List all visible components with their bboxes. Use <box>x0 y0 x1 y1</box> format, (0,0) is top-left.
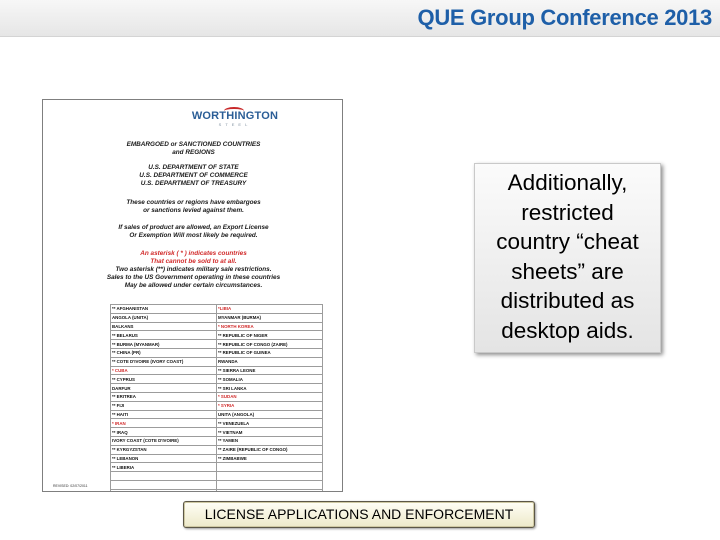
doc-asterisk-line: That cannot be sold to at all. <box>150 258 237 266</box>
table-row <box>111 331 323 340</box>
logo-wordmark: WORTHINGTON <box>191 110 279 122</box>
table-row <box>111 410 323 419</box>
doc-department-line: U.S. DEPARTMENT OF TREASURY <box>140 180 247 188</box>
table-row <box>111 480 323 489</box>
table-row <box>111 313 323 322</box>
table-cell <box>217 480 323 489</box>
table-cell: ** ERITREA <box>111 392 217 401</box>
table-cell: ** VIETNAM <box>217 428 323 437</box>
table-row <box>111 392 323 401</box>
table-row <box>111 401 323 410</box>
table-cell: ** ZIMBABWE <box>217 454 323 463</box>
table-cell: IVORY COAST (COTE D'IVOIRE) <box>111 436 217 445</box>
callout-box <box>474 163 661 353</box>
doc-asterisk-line: An asterisk ( * ) indicates countries <box>140 250 247 257</box>
table-cell: *LIBIA <box>217 305 323 314</box>
doc-heading-line: EMBARGOED or SANCTIONED COUNTRIES <box>126 141 261 148</box>
table-cell: MYANMAR (BURMA) <box>217 313 323 322</box>
table-cell: ** LEBANON <box>111 454 217 463</box>
table-cell: ** SOMALIA <box>217 375 323 384</box>
conference-title: QUE Group Conference 2013 <box>417 5 712 30</box>
table-row <box>111 322 323 331</box>
logo-swoosh-icon <box>224 107 244 115</box>
callout-line: restricted <box>521 199 614 225</box>
country-table <box>110 304 323 492</box>
table-row <box>111 489 323 492</box>
table-cell: * IRAN <box>111 419 217 428</box>
table-row <box>111 463 323 472</box>
table-cell: ** COTE D'IVOIRE (IVORY COAST) <box>111 357 217 366</box>
doc-license-line: If sales of product are allowed, an Export License <box>118 224 269 231</box>
doc-intro <box>43 199 343 215</box>
slide-caption: LICENSE APPLICATIONS AND ENFORCEMENT <box>183 501 535 528</box>
table-cell <box>217 489 323 492</box>
table-cell <box>111 472 217 481</box>
callout-line: Additionally, <box>507 170 628 195</box>
doc-department-line: U.S. DEPARTMENT OF COMMERCE <box>139 172 248 180</box>
table-cell: ** VENEZUELA <box>217 419 323 428</box>
doc-license-note <box>43 224 343 240</box>
table-cell: ** REPUBLIC OF NIGER <box>217 331 323 340</box>
table-cell: ** HAITI <box>111 410 217 419</box>
table-cell: * SYRIA <box>217 401 323 410</box>
callout-line: distributed as <box>500 288 635 313</box>
table-row <box>111 375 323 384</box>
table-cell: ** CHINA (PR) <box>111 348 217 357</box>
table-cell: ** SIERRA LEONE <box>217 366 323 375</box>
doc-department-line: U.S. DEPARTMENT OF STATE <box>148 164 239 171</box>
table-cell: ** YAMEN <box>217 436 323 445</box>
table-cell: ** REPUBLIC OF CONGO (ZAIRE) <box>217 340 323 349</box>
worthington-logo <box>190 110 280 127</box>
table-cell: * SUDAN <box>217 392 323 401</box>
doc-two-asterisk-line: Sales to the US Government operating in these countries <box>106 274 281 282</box>
callout-line: sheets” are <box>511 258 624 284</box>
table-cell: DARFUR <box>111 384 217 393</box>
table-cell: * NORTH KOREA <box>217 322 323 331</box>
table-cell: ** REPUBLIC OF GUINEA <box>217 348 323 357</box>
callout-line: country “cheat <box>496 229 639 254</box>
table-row <box>111 305 323 314</box>
table-cell: ** BURMA (MYANMAR) <box>111 340 217 349</box>
doc-asterisk-note <box>43 250 343 266</box>
table-cell: ** IRAQ <box>111 428 217 437</box>
doc-intro-line: or sanctions levied against them. <box>143 207 244 215</box>
table-cell: ** CYPRUS <box>111 375 217 384</box>
callout-line: desktop aids. <box>501 317 634 343</box>
doc-two-asterisk-line: Two asterisk (**) indicates military sale restrictions. <box>115 266 272 273</box>
table-row <box>111 357 323 366</box>
table-row <box>111 340 323 349</box>
doc-heading <box>43 141 343 157</box>
table-cell: ** KYRGYZSTAN <box>111 445 217 454</box>
table-cell <box>217 463 323 472</box>
table-cell: UNITA (ANGOLA) <box>217 410 323 419</box>
doc-license-line: Or Exemption Will most likely be required. <box>129 232 258 240</box>
table-cell: ** ZAIRE (REPUBLIC OF CONGO) <box>217 445 323 454</box>
conference-banner <box>0 0 720 37</box>
table-cell: ** SRI LANKA <box>217 384 323 393</box>
table-cell: RWANDA <box>217 357 323 366</box>
table-cell: * CUBA <box>111 366 217 375</box>
doc-two-asterisk-note <box>43 266 343 291</box>
table-row <box>111 445 323 454</box>
table-row <box>111 428 323 437</box>
table-cell: ** LIBERIA <box>111 463 217 472</box>
table-cell: ** FIJI <box>111 401 217 410</box>
doc-heading-line: and REGIONS <box>172 149 215 157</box>
table-cell <box>111 489 217 492</box>
table-cell <box>217 472 323 481</box>
doc-intro-line: These countries or regions have embargoes <box>126 199 261 206</box>
table-cell: ** BELARUS <box>111 331 217 340</box>
table-row <box>111 366 323 375</box>
doc-two-asterisk-line: May be allowed under certain circumstances. <box>124 282 263 290</box>
doc-revision-footer: REVISED: 02/07/2011 <box>53 484 88 488</box>
table-row <box>111 419 323 428</box>
table-row <box>111 384 323 393</box>
table-cell: ** AFGHANISTAN <box>111 305 217 314</box>
table-cell <box>111 480 217 489</box>
table-row <box>111 472 323 481</box>
doc-departments <box>43 164 343 189</box>
table-row <box>111 436 323 445</box>
logo-subtext: STEEL <box>218 122 252 127</box>
table-row <box>111 454 323 463</box>
sanctions-document-image <box>42 99 343 492</box>
table-cell: BALKANS <box>111 322 217 331</box>
table-row <box>111 348 323 357</box>
table-cell: ANGOLA (UNITA) <box>111 313 217 322</box>
